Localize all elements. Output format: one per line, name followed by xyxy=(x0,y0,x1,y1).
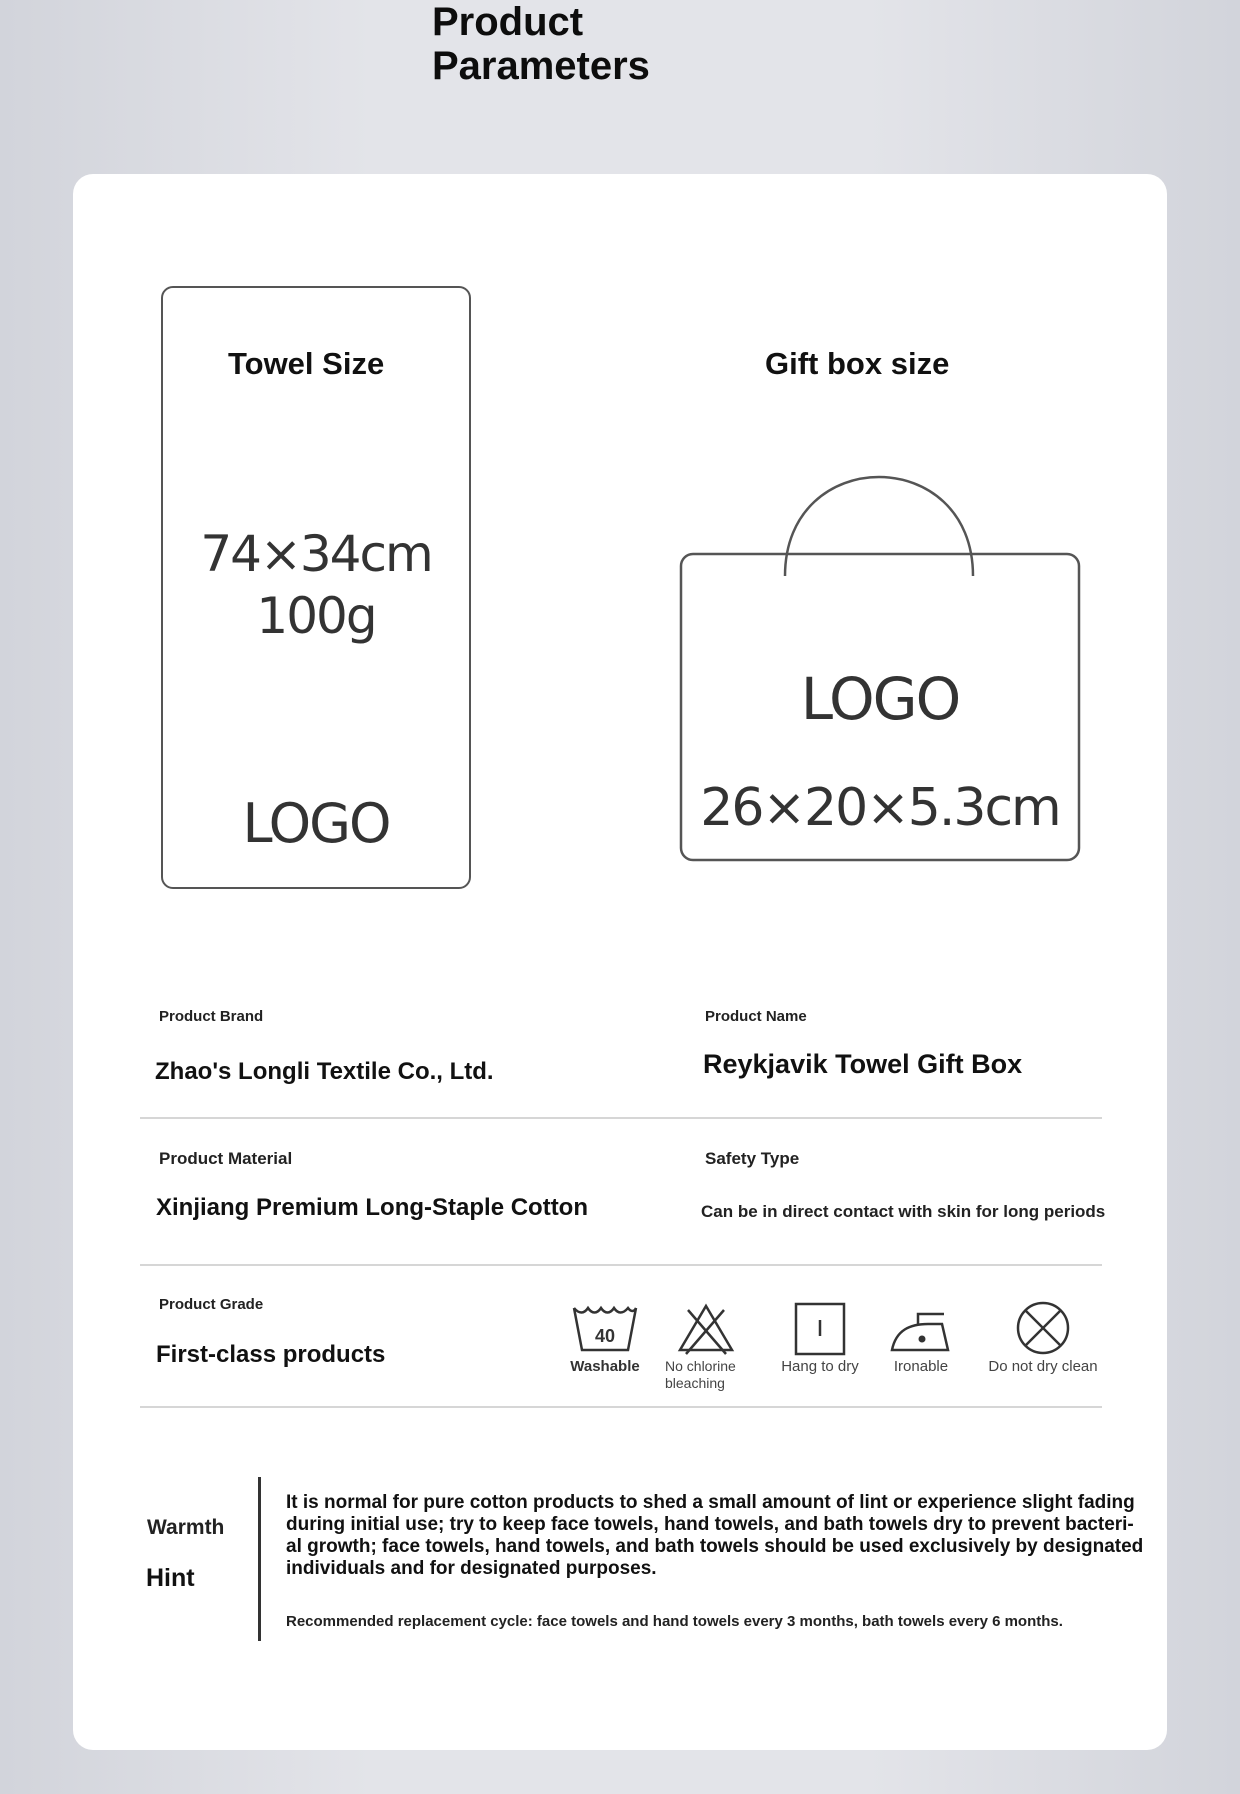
gift-box-dimensions: 26×20×5.3cm xyxy=(700,778,1060,838)
divider xyxy=(140,1406,1102,1408)
product-name-label: Product Name xyxy=(705,1008,807,1025)
replacement-note: Recommended replacement cycle: face towels and hand towels every 3 months, bath towels every 6 months. xyxy=(286,1613,1063,1630)
care-label: Do not dry clean xyxy=(988,1358,1098,1375)
care-washable xyxy=(565,1300,645,1375)
towel-dimensions: 74×34cm xyxy=(200,525,432,583)
grade-label: Product Grade xyxy=(159,1296,264,1313)
safety-value: Can be in direct contact with skin for long periods xyxy=(701,1202,1106,1221)
wash-temperature: 40 xyxy=(594,1326,616,1346)
gift-box-size-heading: Gift box size xyxy=(765,346,950,381)
care-no-dry-clean xyxy=(983,1300,1103,1375)
hint-separator xyxy=(258,1477,261,1641)
iron-icon xyxy=(888,1300,954,1356)
hint-line: individuals and for designated purposes. xyxy=(286,1558,657,1579)
product-name-value: Reykjavik Towel Gift Box xyxy=(703,1049,1023,1079)
care-label-line1: No chlorine xyxy=(665,1358,736,1374)
hint-title-line2: Hint xyxy=(146,1564,195,1592)
hint-paragraph xyxy=(286,1492,1166,1580)
washtub-40-icon xyxy=(570,1300,640,1356)
care-no-bleach xyxy=(663,1300,749,1392)
towel-weight: 100g xyxy=(256,587,376,645)
hang-dry-icon xyxy=(792,1300,848,1356)
care-label: Ironable xyxy=(893,1358,949,1375)
towel-logo: LOGO xyxy=(242,792,390,855)
no-bleach-icon xyxy=(676,1300,736,1356)
hint-line: during initial use; try to keep face towels, hand towels, and bath towels dry to prevent bacteri- xyxy=(286,1514,1134,1535)
towel-size-heading: Towel Size xyxy=(228,346,385,381)
safety-label: Safety Type xyxy=(705,1149,800,1168)
material-value: Xinjiang Premium Long-Staple Cotton xyxy=(156,1194,588,1221)
care-label-line2: bleaching xyxy=(665,1375,725,1391)
material-label: Product Material xyxy=(159,1149,293,1168)
divider xyxy=(140,1117,1102,1119)
care-ironable xyxy=(881,1300,961,1375)
divider xyxy=(140,1264,1102,1266)
hint-title-line1: Warmth xyxy=(147,1516,225,1539)
brand-value: Zhao's Longli Textile Co., Ltd. xyxy=(155,1058,494,1085)
no-dry-clean-icon xyxy=(1014,1300,1072,1356)
care-label: Washable xyxy=(570,1358,640,1375)
hint-line: It is normal for pure cotton products to shed a small amount of lint or experience slight fading xyxy=(286,1492,1135,1513)
grade-value: First-class products xyxy=(156,1341,386,1368)
brand-label: Product Brand xyxy=(159,1008,264,1025)
care-hang-dry xyxy=(775,1300,865,1375)
gift-box-logo: LOGO xyxy=(800,665,960,733)
parameters-card xyxy=(73,174,1167,1750)
page-title: Product Parameters xyxy=(432,0,650,88)
care-label: Hang to dry xyxy=(781,1358,859,1375)
hint-line: al growth; face towels, hand towels, and bath towels should be used exclusively by designated xyxy=(286,1536,1144,1557)
